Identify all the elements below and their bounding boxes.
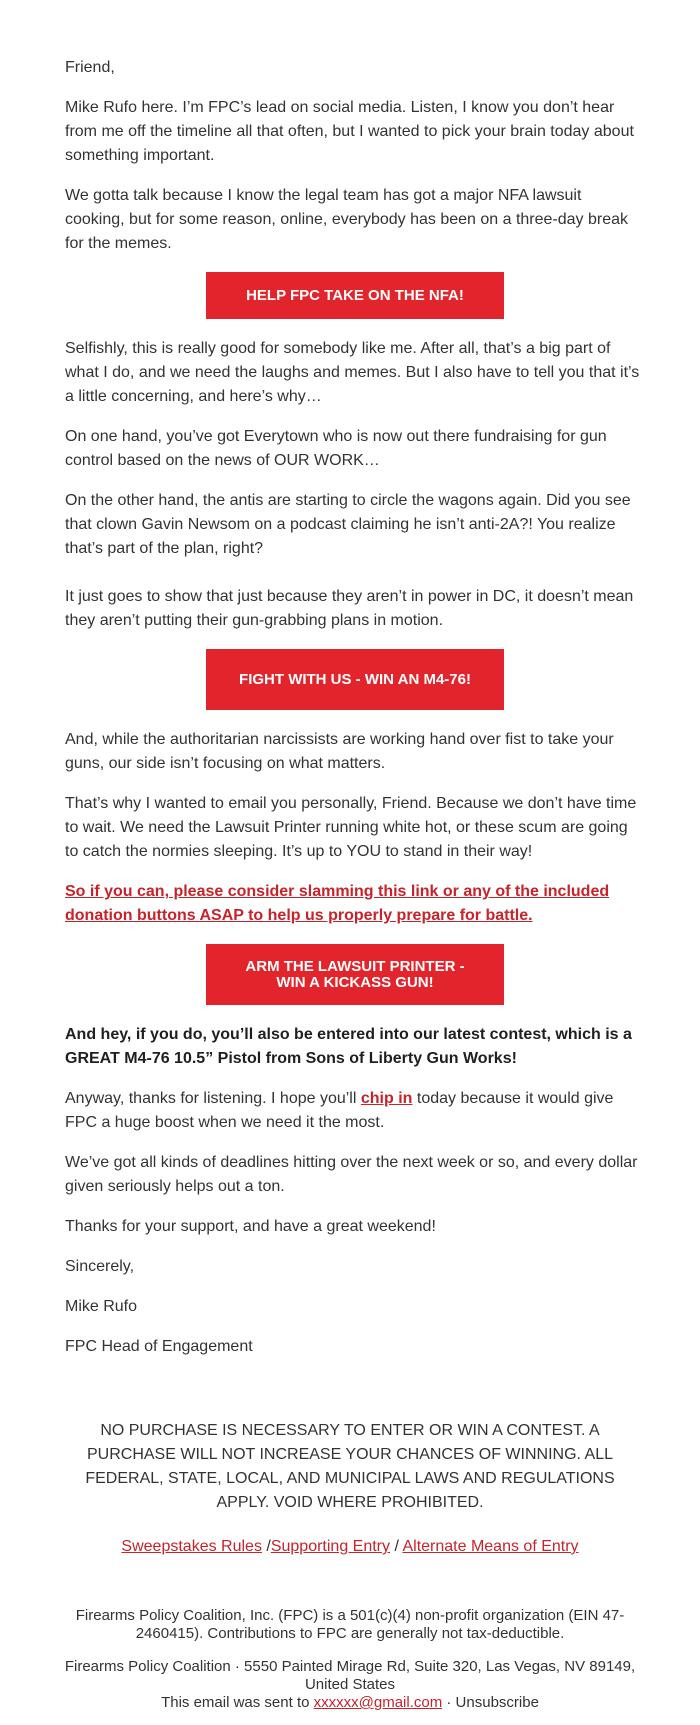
paragraph-selfishly: Selfishly, this is really good for somebody like me. After all, that’s a big part of what I do, and we need the laughs and memes. But I also have to tell you that it’s a little concerning, and here’s why… xyxy=(65,340,640,405)
paragraph-intro: Mike Rufo here. I’m FPC’s lead on social media. Listen, I know you don’t hear from me off the timeline all that often, but I wanted to pick your brain today about something important. xyxy=(65,99,634,164)
rules-separator-1: / xyxy=(261,1538,271,1555)
arm-lawsuit-printer-button[interactable]: ARM THE LAWSUIT PRINTER - WIN A KICKASS GUN! xyxy=(206,944,504,1005)
chip-in-link[interactable]: chip in xyxy=(360,1090,413,1107)
signature-name: Mike Rufo xyxy=(65,1298,138,1315)
sent-to-prefix: This email was sent to xyxy=(161,1694,314,1711)
email-body xyxy=(65,56,645,1375)
signature-title: FPC Head of Engagement xyxy=(65,1338,253,1355)
paragraph-everytown: On one hand, you’ve got Everytown who is now out there fundraising for gun control based on the news of OUR WORK… xyxy=(65,428,607,469)
cta-row-3 xyxy=(65,944,645,1005)
paragraph-email-personally: That’s why I wanted to email you personally, Friend. Because we don’t have time to wait. We need the Lawsuit Printer running white hot, or these scum are going to catch the normies sleeping. It’s up to YOU to stand in their way! xyxy=(65,795,637,860)
paragraph-chip-in xyxy=(65,1087,645,1135)
contest-disclaimer: NO PURCHASE IS NECESSARY TO ENTER OR WIN A CONTEST. A PURCHASE WILL NOT INCREASE YOUR CHANCES OF WINNING. ALL FEDERAL, STATE, LOCAL, AND MUNICIPAL LAWS AND REGULATIONS APPLY. VOID WHERE PROHIBITED. xyxy=(85,1422,615,1511)
recipient-email-link[interactable]: xxxxxx@gmail.com xyxy=(313,1694,443,1711)
sweepstakes-rules-link[interactable]: Sweepstakes Rules xyxy=(121,1538,262,1555)
cta-row-1 xyxy=(65,272,645,319)
paragraph-power-dc: It just goes to show that just because they aren’t in power in DC, it doesn’t mean they aren’t putting their gun-grabbing plans in motion. xyxy=(65,588,634,629)
paragraph-thanks: Thanks for your support, and have a great weekend! xyxy=(65,1218,436,1235)
supporting-entry-link[interactable]: Supporting Entry xyxy=(270,1538,391,1555)
alternate-means-of-entry-link[interactable]: Alternate Means of Entry xyxy=(402,1538,579,1555)
footer xyxy=(60,1607,640,1712)
paragraph-nfa-lawsuit: We gotta talk because I know the legal team has got a major NFA lawsuit cooking, but for some reason, online, everybody has been on a three-day break for the memes. xyxy=(65,187,629,252)
org-statement: Firearms Policy Coalition, Inc. (FPC) is a 501(c)(4) non-profit organization (EIN 47-2460415). Contributions to FPC are generally not tax-deductible. xyxy=(75,1607,625,1642)
rules-links xyxy=(65,1535,635,1559)
paragraph-donation-link xyxy=(65,880,645,928)
greeting: Friend, xyxy=(65,59,115,76)
unsubscribe-link[interactable]: Unsubscribe xyxy=(455,1694,539,1711)
donation-link[interactable]: So if you can, please consider slamming this link or any of the included donation buttons ASAP to help us properly prepare for battle. xyxy=(65,883,610,924)
paragraph-contest: And hey, if you do, you’ll also be entered into our latest contest, which is a GREAT M4-76 10.5” Pistol from Sons of Liberty Gun Works! xyxy=(65,1026,632,1067)
chip-in-text-after: today because it would give FPC a huge boost when we need it the most. xyxy=(65,1090,614,1131)
rules-separator-2: / xyxy=(390,1538,403,1555)
closing: Sincerely, xyxy=(65,1258,135,1275)
paragraph-authoritarian: And, while the authoritarian narcissists are working hand over fist to take your guns, our side isn’t focusing on what matters. xyxy=(65,731,614,772)
cta-row-2 xyxy=(65,649,645,710)
chip-in-text-before: Anyway, thanks for listening. I hope you’ll xyxy=(65,1090,361,1107)
help-fpc-take-on-nfa-button[interactable]: HELP FPC TAKE ON THE NFA! xyxy=(206,272,504,319)
paragraph-deadlines: We’ve got all kinds of deadlines hitting over the next week or so, and every dollar given seriously helps out a ton. xyxy=(65,1154,638,1195)
sent-to-line xyxy=(60,1694,640,1712)
fight-with-us-win-m4-button[interactable]: FIGHT WITH US - WIN AN M4-76! xyxy=(206,649,504,710)
paragraph-antis: On the other hand, the antis are starting to circle the wagons again. Did you see that clown Gavin Newsom on a podcast claiming he isn’t anti-2A?! You realize that’s part of the plan, right? xyxy=(65,492,631,557)
mailing-address: Firearms Policy Coalition · 5550 Painted Mirage Rd, Suite 320, Las Vegas, NV 89149, United States xyxy=(64,1658,636,1693)
footer-separator: · xyxy=(442,1694,456,1711)
